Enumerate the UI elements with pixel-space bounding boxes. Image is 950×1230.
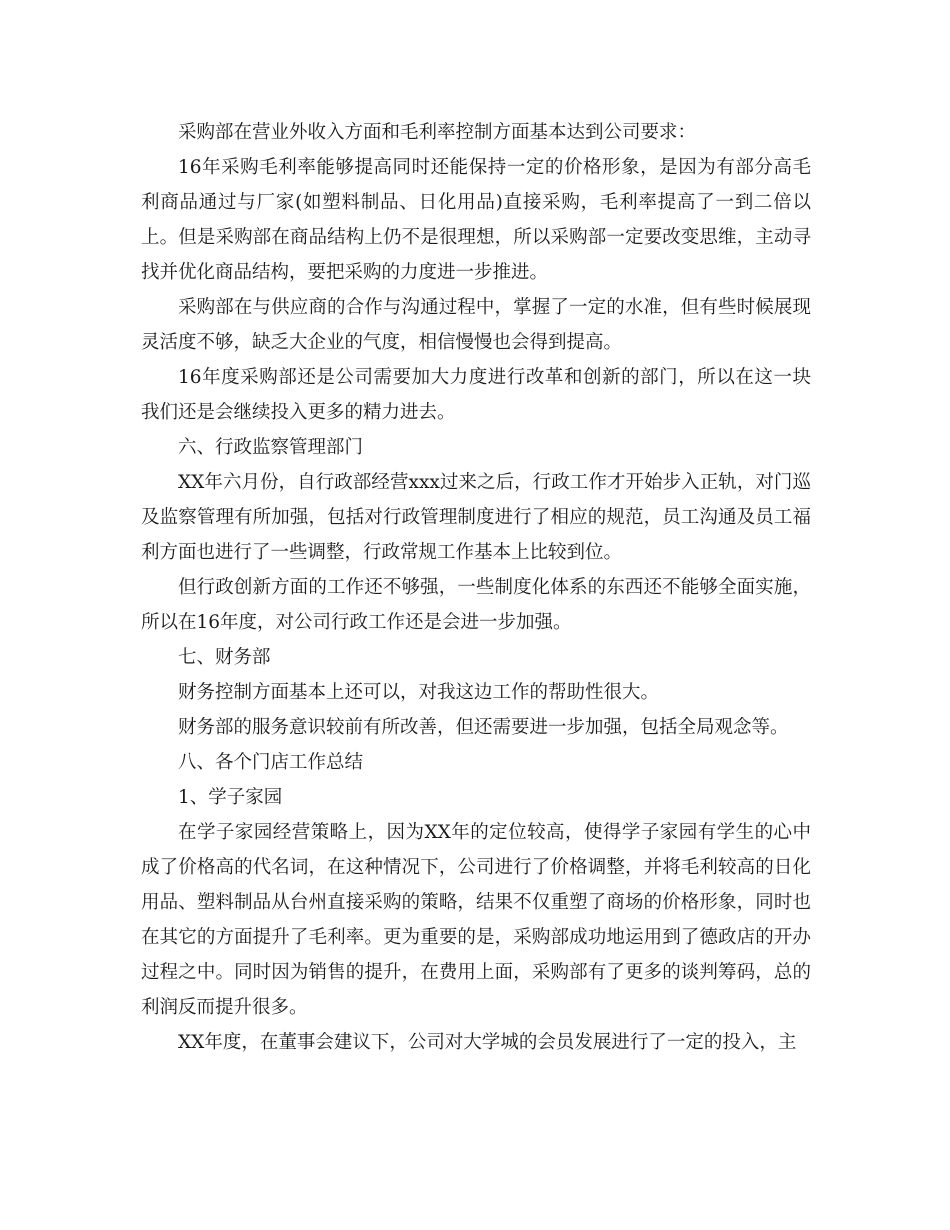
heading-finance-department: 七、财务部	[178, 647, 271, 668]
paragraph-purchasing-margin: 16年采购毛利率能够提高同时还能保持一定的价格形象，是因为有部分高毛利商品通过与厂家(如塑料制品、日化用品)直接采购，毛利率提高了一到二倍以上。但是采购部在商品结构上仍不是很理想，所以采购部一定要改变思维，主动寻找并优化商品结构，要把采购的力度进一步推进。	[141, 157, 811, 283]
heading-admin-department: 六、行政监察管理部门	[178, 437, 364, 458]
paragraph-admin-innovation: 但行政创新方面的工作还不够强，一些制度化体系的东西还不能够全面实施，所以在16年度，对公司行政工作还是会进一步加强。	[141, 577, 811, 633]
paragraph-xuezi-strategy: 在学子家园经营策略上，因为XX年的定位较高，使得学子家园有学生的心中成了价格高的代名词，在这种情况下，公司进行了价格调整，并将毛利较高的日化用品、塑料制品从台州直接采购的策略，结果不仅重塑了商场的价格形象，同时也在其它的方面提升了毛利率。更为重要的是，采购部成功地运用到了德政店的开办过程之中。同时因为销售的提升，在费用上面，采购部有了更多的谈判筹码，总的利润反而提升很多。	[141, 822, 811, 1018]
paragraph-finance-service: 财务部的服务意识较前有所改善，但还需要进一步加强，包括全局观念等。	[178, 717, 789, 738]
paragraph-finance-control: 财务控制方面基本上还可以，对我这边工作的帮助性很大。	[178, 682, 660, 703]
document-body	[141, 115, 811, 1060]
paragraph-purchasing-reform: 16年度采购部还是公司需要加大力度进行改革和创新的部门，所以在这一块我们还是会继续投入更多的精力进去。	[141, 367, 811, 423]
paragraph-purchasing-supplier: 采购部在与供应商的合作与沟通过程中，掌握了一定的水准，但有些时候展现灵活度不够，缺乏大企业的气度，相信慢慢也会得到提高。	[141, 297, 811, 353]
paragraph-admin-work: XX年六月份，自行政部经营xxx过来之后，行政工作才开始步入正轨，对门巡及监察管理有所加强，包括对行政管理制度进行了相应的规范，员工沟通及员工福利方面也进行了一些调整，行政常规工作基本上比较到位。	[141, 472, 811, 563]
heading-store-summary: 八、各个门店工作总结	[178, 752, 364, 773]
heading-store-xuezi: 1、学子家园	[178, 787, 283, 808]
paragraph-xuezi-members: XX年度，在董事会建议下，公司对大学城的会员发展进行了一定的投入，主	[178, 1032, 797, 1053]
paragraph-purchasing-intro: 采购部在营业外收入方面和毛利率控制方面基本达到公司要求：	[178, 122, 697, 143]
